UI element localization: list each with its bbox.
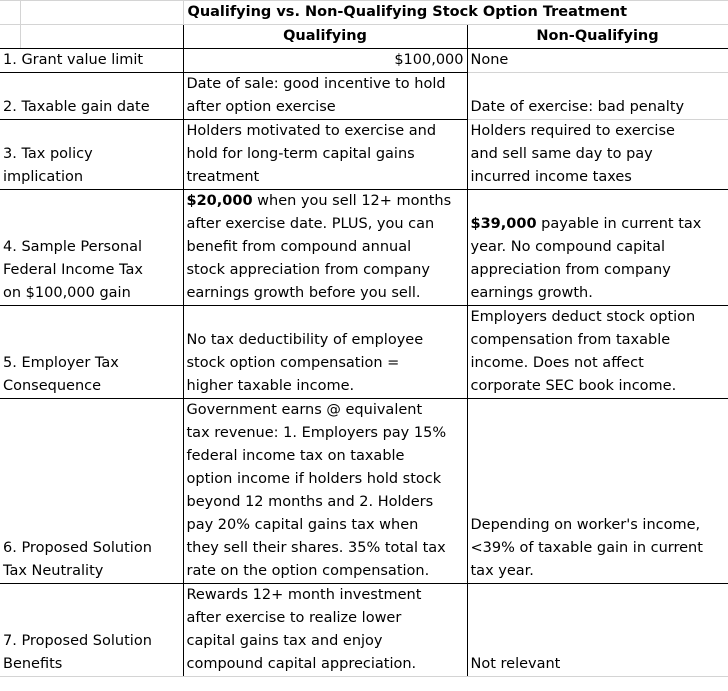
- cell-line: earnings growth before you sell.: [186, 285, 421, 301]
- qualifying-cell[interactable]: [183, 306, 467, 399]
- cell-line: year. No compound capital: [470, 239, 665, 255]
- cell-line: tax revenue: 1. Employers pay 15%: [186, 425, 447, 441]
- table-title[interactable]: Qualifying vs. Non-Qualifying Stock Option Treatment: [183, 1, 728, 25]
- cell-text: payable in current tax: [536, 216, 702, 232]
- cell-text: when you sell 12+ months: [252, 193, 452, 209]
- cell-line: compensation from taxable: [470, 332, 671, 348]
- cell-line: incurred income taxes: [470, 169, 632, 185]
- cell-line: federal income tax on taxable: [186, 448, 405, 464]
- table-row: [0, 190, 728, 306]
- cell-line: option income if holders hold stock: [186, 471, 442, 487]
- cell-line: earnings growth.: [470, 285, 593, 301]
- row-label[interactable]: [0, 73, 183, 120]
- cell-line: appreciation from company: [470, 262, 671, 278]
- qualifying-cell[interactable]: [183, 73, 467, 120]
- cell-line: None: [470, 52, 509, 68]
- nonqualifying-cell[interactable]: [467, 584, 728, 677]
- cell[interactable]: [20, 1, 183, 25]
- qualifying-cell[interactable]: [183, 120, 467, 190]
- nonqualifying-cell[interactable]: [467, 399, 728, 584]
- cell[interactable]: [0, 1, 20, 25]
- cell-line: after exercise date. PLUS, you can: [186, 216, 435, 232]
- bold-amount: $20,000: [186, 193, 253, 209]
- row-label[interactable]: [0, 399, 183, 584]
- cell-line: Rewards 12+ month investment: [186, 587, 422, 603]
- cell-line: benefit from compound annual: [186, 239, 412, 255]
- row-label-line: 7. Proposed Solution: [3, 633, 152, 649]
- row-label[interactable]: [0, 49, 183, 73]
- nonqualifying-cell[interactable]: [467, 73, 728, 120]
- cell-line: compound capital appreciation.: [186, 656, 417, 672]
- cell-line: [471, 213, 725, 236]
- header-nonqualifying[interactable]: Non-Qualifying: [467, 25, 728, 49]
- nonqualifying-cell[interactable]: [467, 49, 728, 73]
- cell-line: stock option compensation =: [186, 355, 400, 371]
- cell-line: after exercise to realize lower: [186, 610, 402, 626]
- cell-line: No tax deductibility of employee: [186, 332, 424, 348]
- qualifying-cell[interactable]: [183, 399, 467, 584]
- cell-line: Holders motivated to exercise and: [186, 123, 437, 139]
- row-label-line: Benefits: [3, 656, 63, 672]
- row-label[interactable]: [0, 306, 183, 399]
- row-label-line: 1. Grant value limit: [3, 52, 144, 68]
- cell-line: rate on the option compensation.: [186, 563, 430, 579]
- cell-line: Depending on worker's income,: [470, 517, 701, 533]
- row-label[interactable]: [0, 120, 183, 190]
- cell-line: stock appreciation from company: [186, 262, 430, 278]
- row-label-line: 4. Sample Personal: [3, 239, 143, 255]
- cell-line: after option exercise: [186, 99, 336, 115]
- cell-line: corporate SEC book income.: [470, 378, 677, 394]
- qualifying-cell[interactable]: [183, 584, 467, 677]
- row-label[interactable]: [0, 190, 183, 306]
- cell-line: capital gains tax and enjoy: [186, 633, 383, 649]
- header-qualifying[interactable]: Qualifying: [183, 25, 467, 49]
- table-row: [0, 49, 728, 73]
- row-label-line: 6. Proposed Solution: [3, 540, 152, 556]
- table-row: [0, 584, 728, 677]
- cell[interactable]: [0, 25, 20, 49]
- cell-line: hold for long-term capital gains: [186, 146, 415, 162]
- qualifying-cell[interactable]: [183, 49, 467, 73]
- row-label[interactable]: [0, 584, 183, 677]
- cell-line: income. Does not affect: [470, 355, 644, 371]
- cell-line: higher taxable income.: [186, 378, 355, 394]
- nonqualifying-cell[interactable]: [467, 190, 728, 306]
- nonqualifying-cell[interactable]: [467, 120, 728, 190]
- row-label-line: 2. Taxable gain date: [3, 99, 150, 115]
- row-label-line: implication: [3, 169, 84, 185]
- cell-line: <39% of taxable gain in current: [470, 540, 703, 556]
- cell-line: Not relevant: [470, 656, 561, 672]
- cell[interactable]: [20, 25, 183, 49]
- row-label-line: Consequence: [3, 378, 102, 394]
- cell-line: tax year.: [470, 563, 534, 579]
- table-row: [0, 399, 728, 584]
- row-label-line: Federal Income Tax: [3, 262, 143, 278]
- row-label-line: 3. Tax policy: [3, 146, 93, 162]
- cell-line: [187, 190, 464, 213]
- cell-line: treatment: [186, 169, 260, 185]
- cell-line: Date of sale: good incentive to hold: [186, 76, 446, 92]
- header-row: [0, 25, 728, 49]
- cell-line: and sell same day to pay: [470, 146, 653, 162]
- cell-line: Employers deduct stock option: [470, 309, 696, 325]
- title-row: [0, 1, 728, 25]
- table-row: [0, 120, 728, 190]
- cell-line: pay 20% capital gains tax when: [186, 517, 419, 533]
- row-label-line: 5. Employer Tax: [3, 355, 119, 371]
- table-row: [0, 306, 728, 399]
- row-label-line: on $100,000 gain: [3, 285, 131, 301]
- qualifying-cell[interactable]: [183, 190, 467, 306]
- cell-line: they sell their shares. 35% total tax: [186, 540, 446, 556]
- cell-line: beyond 12 months and 2. Holders: [186, 494, 434, 510]
- cell-line: Holders required to exercise: [470, 123, 675, 139]
- nonqualifying-cell[interactable]: [467, 306, 728, 399]
- cell-line: Government earns @ equivalent: [186, 402, 423, 418]
- row-label-line: Tax Neutrality: [3, 563, 104, 579]
- table-row: [0, 73, 728, 120]
- cell-line: Date of exercise: bad penalty: [470, 99, 685, 115]
- cell-line: $100,000: [394, 52, 464, 68]
- bold-amount: $39,000: [470, 216, 537, 232]
